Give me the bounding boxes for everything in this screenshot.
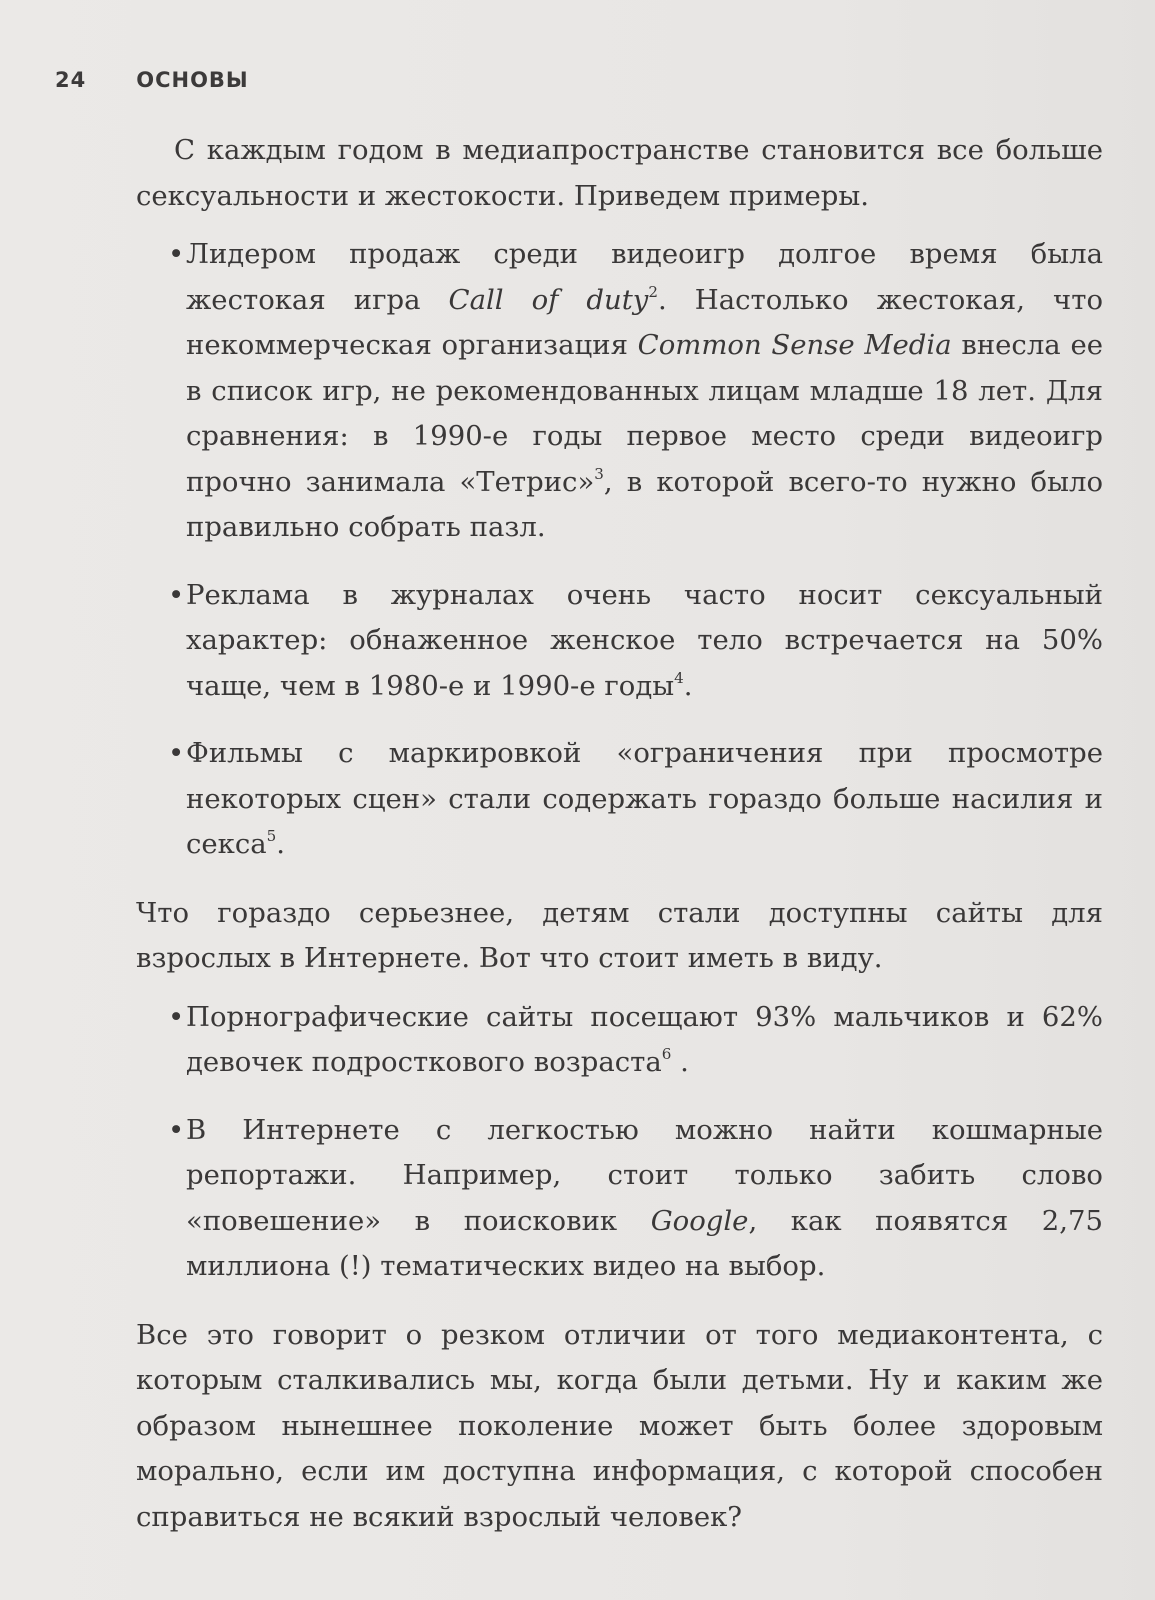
- section-title: ОСНОВЫ: [136, 68, 249, 92]
- text-run: Порнографические сайты посещают 93% мальчиков и 62% девочек подросткового возраста: [186, 1000, 1103, 1078]
- text-run: Лидером продаж среди видеоигр долгое время была жестокая игра: [186, 238, 1103, 316]
- paragraph: Что гораздо серьезнее, детям стали доступны сайты для взрослых в Интернете. Вот что стоит иметь в виду.: [136, 896, 1103, 974]
- text-run: .: [683, 669, 693, 702]
- closing-paragraph: Все это говорит о резком отличии от того медиаконтента, с которым сталкивались мы, когда были детьми. Ну и каким же образом нынешнее поколение может быть более здоровым морально, если им доступна информация, с которой способен справиться не всякий взрослый человек?: [136, 1318, 1103, 1533]
- text-run: Фильмы с маркировкой «ограничения при просмотре некоторых сцен» стали содержать гораздо больше насилия и секса: [186, 737, 1103, 860]
- text-run: , как появятся 2,75 миллиона (!) тематических видео на выбор.: [186, 1204, 1103, 1282]
- footnote-ref: 3: [594, 464, 604, 483]
- list-item: [186, 573, 1103, 710]
- text-run: .: [671, 1046, 689, 1078]
- text-run: . Настолько жестокая, что некоммерческая организация: [186, 283, 1103, 361]
- text-run: .: [276, 828, 286, 860]
- text-run: внесла ее в список игр, не рекомендованных лицам младше 18 лет. Для сравнения: в 1990-е годы первое место среди видеоигр прочно занимала «Тетрис»: [186, 329, 1103, 498]
- organization-name: Common Sense Media: [637, 329, 952, 361]
- footnote-ref: 2: [648, 282, 658, 301]
- text-run: Реклама в журналах очень часто носит сексуальный характер: обнаженное женское тело встречается на 50% чаще, чем в 1980-е и 1990-е годы: [186, 578, 1103, 702]
- list-item: [186, 995, 1103, 1086]
- list-item: [186, 1108, 1103, 1290]
- list-item: [186, 232, 1103, 551]
- footnote-ref: 6: [661, 1044, 672, 1063]
- intro-paragraph: С каждым годом в медиапространстве становится все больше сексуальности и жестокости. Приведем примеры.: [136, 134, 1103, 212]
- list-item: [186, 731, 1103, 868]
- text-run: , в которой всего-то нужно было правильно собрать пазл.: [186, 465, 1103, 543]
- game-title: Call of duty: [448, 283, 649, 316]
- search-engine-name: Google: [650, 1204, 749, 1237]
- running-head: [55, 68, 249, 92]
- footnote-ref: 4: [674, 668, 684, 687]
- text-run: В Интернете с легкостью можно найти кошмарные репортажи. Например, стоит только забить слово «повешение» в поисковик: [186, 1113, 1103, 1237]
- body-text: [136, 128, 1103, 1540]
- footnote-ref: 5: [266, 826, 277, 845]
- examples-list: [136, 232, 1103, 868]
- internet-list: [136, 995, 1103, 1290]
- page-number: 24: [55, 68, 87, 92]
